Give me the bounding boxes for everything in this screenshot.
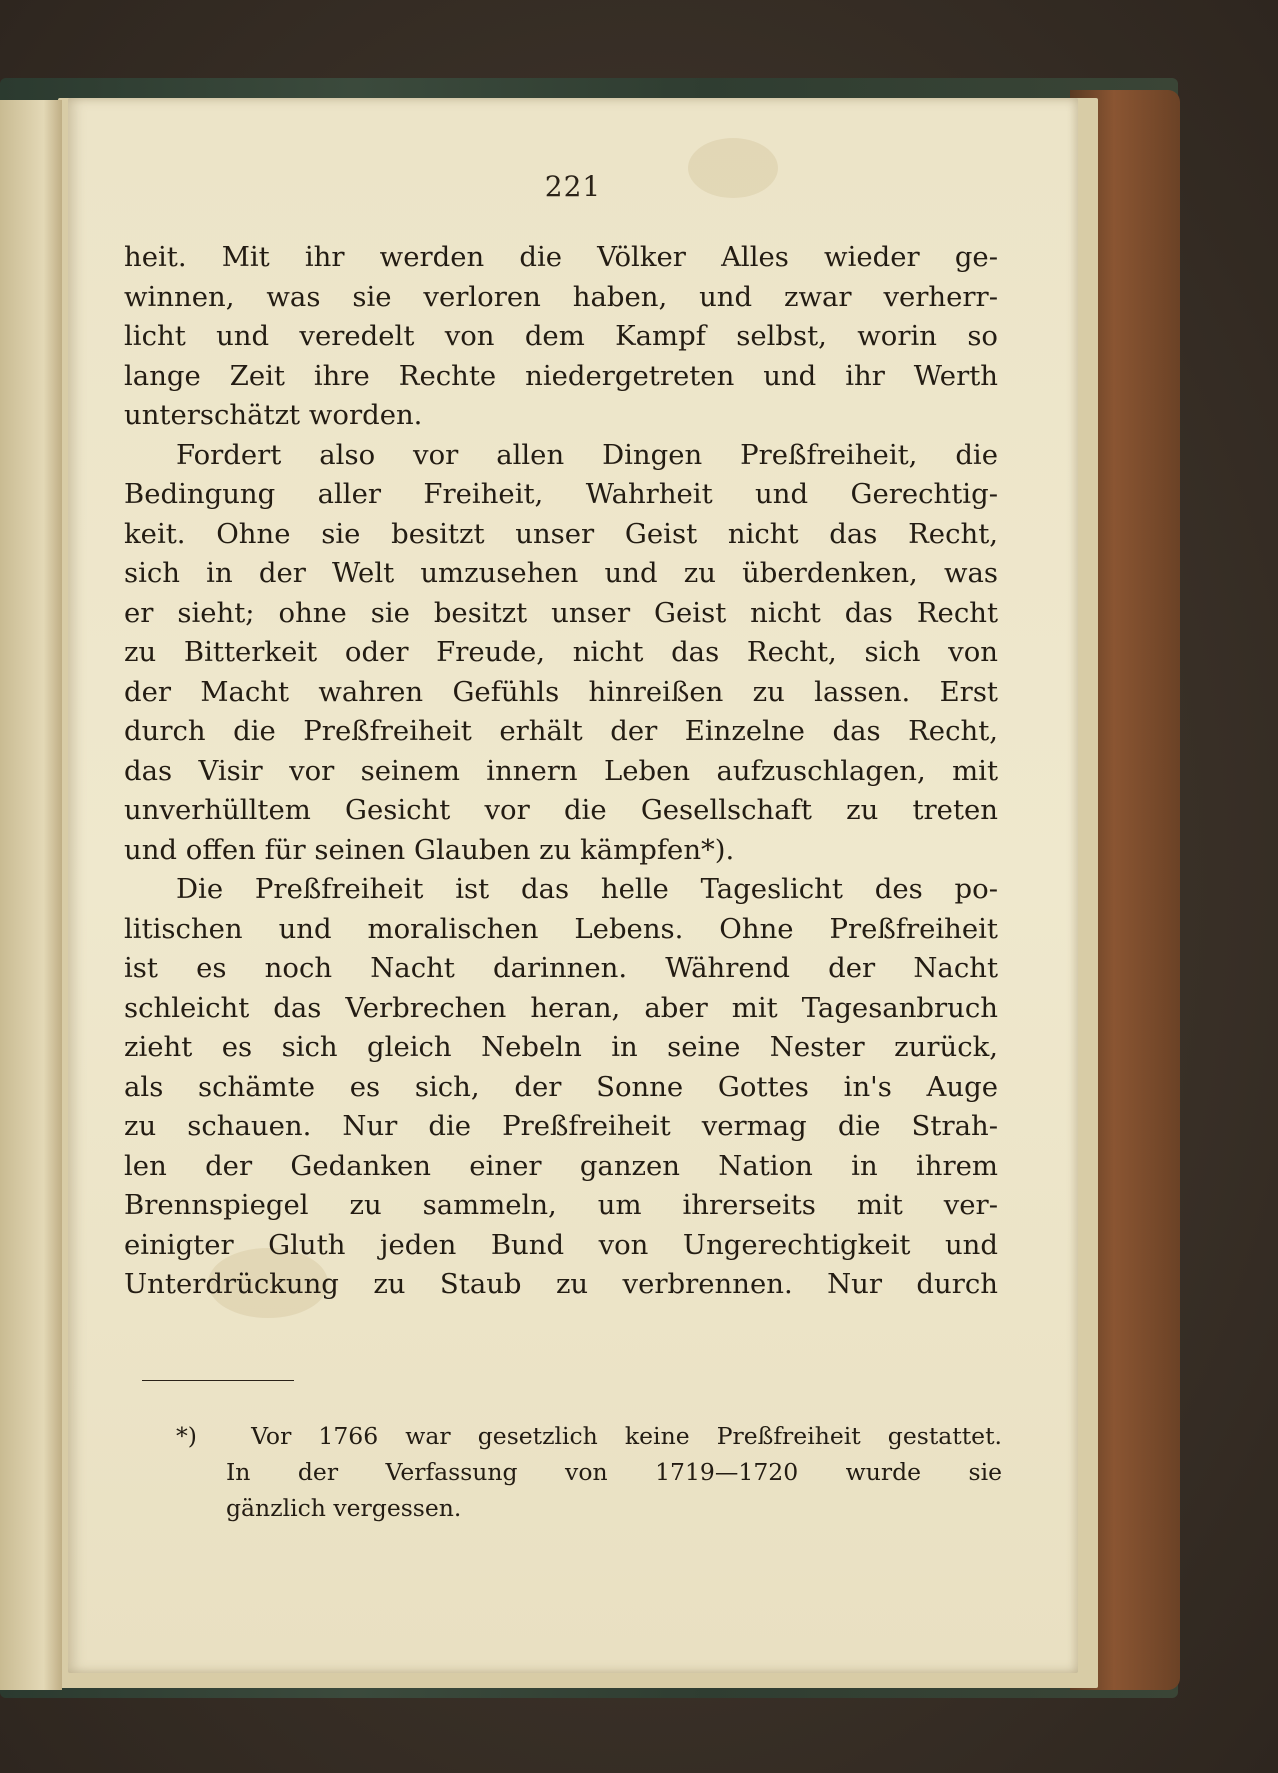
footnote-line	[176, 1418, 1002, 1454]
text-line: Die Preßfreiheit ist das helle Tageslicht des po-	[176, 873, 998, 905]
text-line: keit. Ohne sie besitzt unser Geist nicht das Recht,	[124, 517, 998, 550]
facing-page-edge	[0, 100, 62, 1690]
text-line: sich in der Welt umzusehen und zu überdenken, was	[124, 557, 998, 589]
text-line: einigter Gluth jeden Bund von Ungerechtigkeit und	[124, 1228, 998, 1261]
text-line: zu Bitterkeit oder Freude, nicht das Recht, sich von	[124, 636, 998, 668]
text-line: litischen und moralischen Lebens. Ohne Preßfreiheit	[124, 912, 998, 945]
footnote-line: gänzlich vergessen.	[226, 1494, 462, 1522]
text-line: unterschätzt worden.	[124, 399, 423, 431]
text-line: Bedingung aller Freiheit, Wahrheit und Gerechtig-	[124, 478, 998, 510]
text-line: heit. Mit ihr werden die Völker Alles wieder ge-	[124, 241, 998, 273]
footnote-text: Vor 1766 war gesetzlich keine Preßfreiheit gestattet.	[251, 1422, 1002, 1450]
text-line: zieht es sich gleich Nebeln in seine Nester zurück,	[124, 1031, 998, 1063]
footnote-divider	[142, 1380, 294, 1381]
text-line: ist es noch Nacht darinnen. Während der Nacht	[124, 952, 998, 984]
text-line: Unterdrückung zu Staub zu verbrennen. Nur durch	[124, 1268, 998, 1300]
text-line: Brennspiegel zu sammeln, um ihrerseits mit ver-	[124, 1189, 998, 1221]
page-number: 221	[544, 170, 602, 203]
text-line: durch die Preßfreiheit erhält der Einzelne das Recht,	[124, 715, 998, 747]
text-line: Fordert also vor allen Dingen Preßfreiheit, die	[176, 438, 998, 471]
text-line: schleicht das Verbrechen heran, aber mit Tagesanbruch	[124, 991, 998, 1024]
text-line: winnen, was sie verloren haben, und zwar verherr-	[124, 280, 998, 313]
text-line: das Visir vor seinem innern Leben aufzuschlagen, mit	[124, 754, 998, 787]
text-line: als schämte es sich, der Sonne Gottes in's Auge	[124, 1070, 998, 1103]
footnote	[176, 1418, 1002, 1526]
footnote-line: In der Verfassung von 1719—1720 wurde sie	[226, 1458, 1002, 1486]
text-line: len der Gedanken einer ganzen Nation in ihrem	[124, 1149, 998, 1182]
text-line: unverhülltem Gesicht vor die Gesellschaft zu treten	[124, 794, 998, 826]
text-line: zu schauen. Nur die Preßfreiheit vermag die Strah-	[124, 1110, 998, 1142]
text-line: lange Zeit ihre Rechte niedergetreten und ihr Werth	[124, 359, 998, 392]
text-line: der Macht wahren Gefühls hinreißen zu lassen. Erst	[124, 675, 998, 708]
text-line: licht und veredelt von dem Kampf selbst, worin so	[124, 320, 998, 352]
footnote-marker: *)	[176, 1422, 197, 1450]
book-page	[68, 98, 1078, 1673]
text-line: er sieht; ohne sie besitzt unser Geist nicht das Recht	[124, 596, 998, 629]
text-line: und offen für seinen Glauben zu kämpfen*).	[124, 833, 735, 866]
body-text	[124, 238, 998, 1305]
